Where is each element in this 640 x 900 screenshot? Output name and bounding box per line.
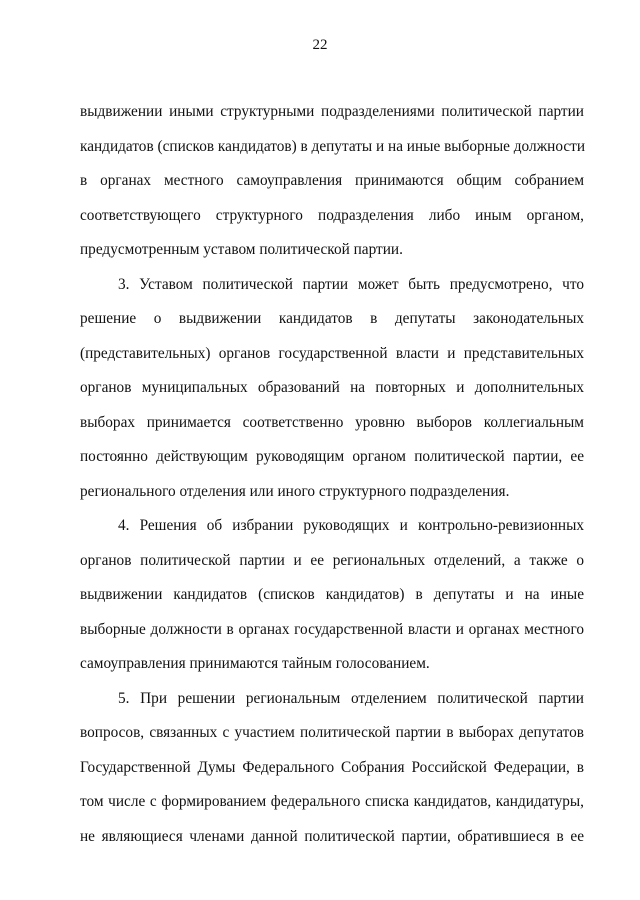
text-line: вопросов, связанных с участием политической партии в выборах депутатов	[80, 724, 584, 741]
text-line: предусмотренным уставом политической партии.	[80, 241, 403, 258]
text-line: решение о выдвижении кандидатов в депутаты законодательных	[80, 310, 584, 327]
text-line: выдвижении иными структурными подразделениями политической партии	[80, 103, 584, 120]
text-line: органов политической партии и ее региональных отделений, а также о	[80, 551, 584, 569]
text-line: постоянно действующим руководящим органом политической партии, ее	[80, 448, 584, 465]
document-body	[80, 95, 584, 854]
page-number: 22	[312, 37, 328, 53]
text-line: Государственной Думы Федерального Собрания Российской Федерации, в	[80, 758, 584, 776]
text-line: самоуправления принимаются тайным голосованием.	[80, 655, 430, 672]
text-line: выборах принимается соответственно уровню выборов коллегиальным	[80, 413, 584, 431]
text-line: соответствующего структурного подразделения либо иным органом,	[80, 206, 584, 224]
paragraph	[80, 682, 584, 855]
text-line: том числе с формированием федерального списка кандидатов, кандидатуры,	[80, 793, 584, 810]
text-line: 4. Решения об избрании руководящих и контрольно-ревизионных	[118, 517, 584, 534]
paragraph	[80, 95, 584, 268]
text-line: выдвижении кандидатов (списков кандидатов) в депутаты и на иные	[80, 586, 584, 603]
text-line: органов муниципальных образований на повторных и дополнительных	[80, 379, 584, 396]
text-line: кандидатов (списков кандидатов) в депутаты и на иные выборные должности	[80, 137, 586, 155]
text-line: (представительных) органов государственной власти и представительных	[80, 344, 584, 362]
text-line: 3. Уставом политической партии может быть предусмотрено, что	[118, 275, 584, 293]
text-line: в органах местного самоуправления принимаются общим собранием	[80, 172, 584, 189]
paragraph	[80, 509, 584, 682]
text-line: 5. При решении региональным отделением политической партии	[118, 689, 584, 707]
text-line: выборные должности в органах государственной власти и органах местного	[80, 620, 584, 638]
paragraph	[80, 268, 584, 510]
text-line: регионального отделения или иного структурного подразделения.	[80, 482, 510, 500]
text-line: не являющиеся членами данной политической партии, обратившиеся в ее	[80, 827, 584, 845]
